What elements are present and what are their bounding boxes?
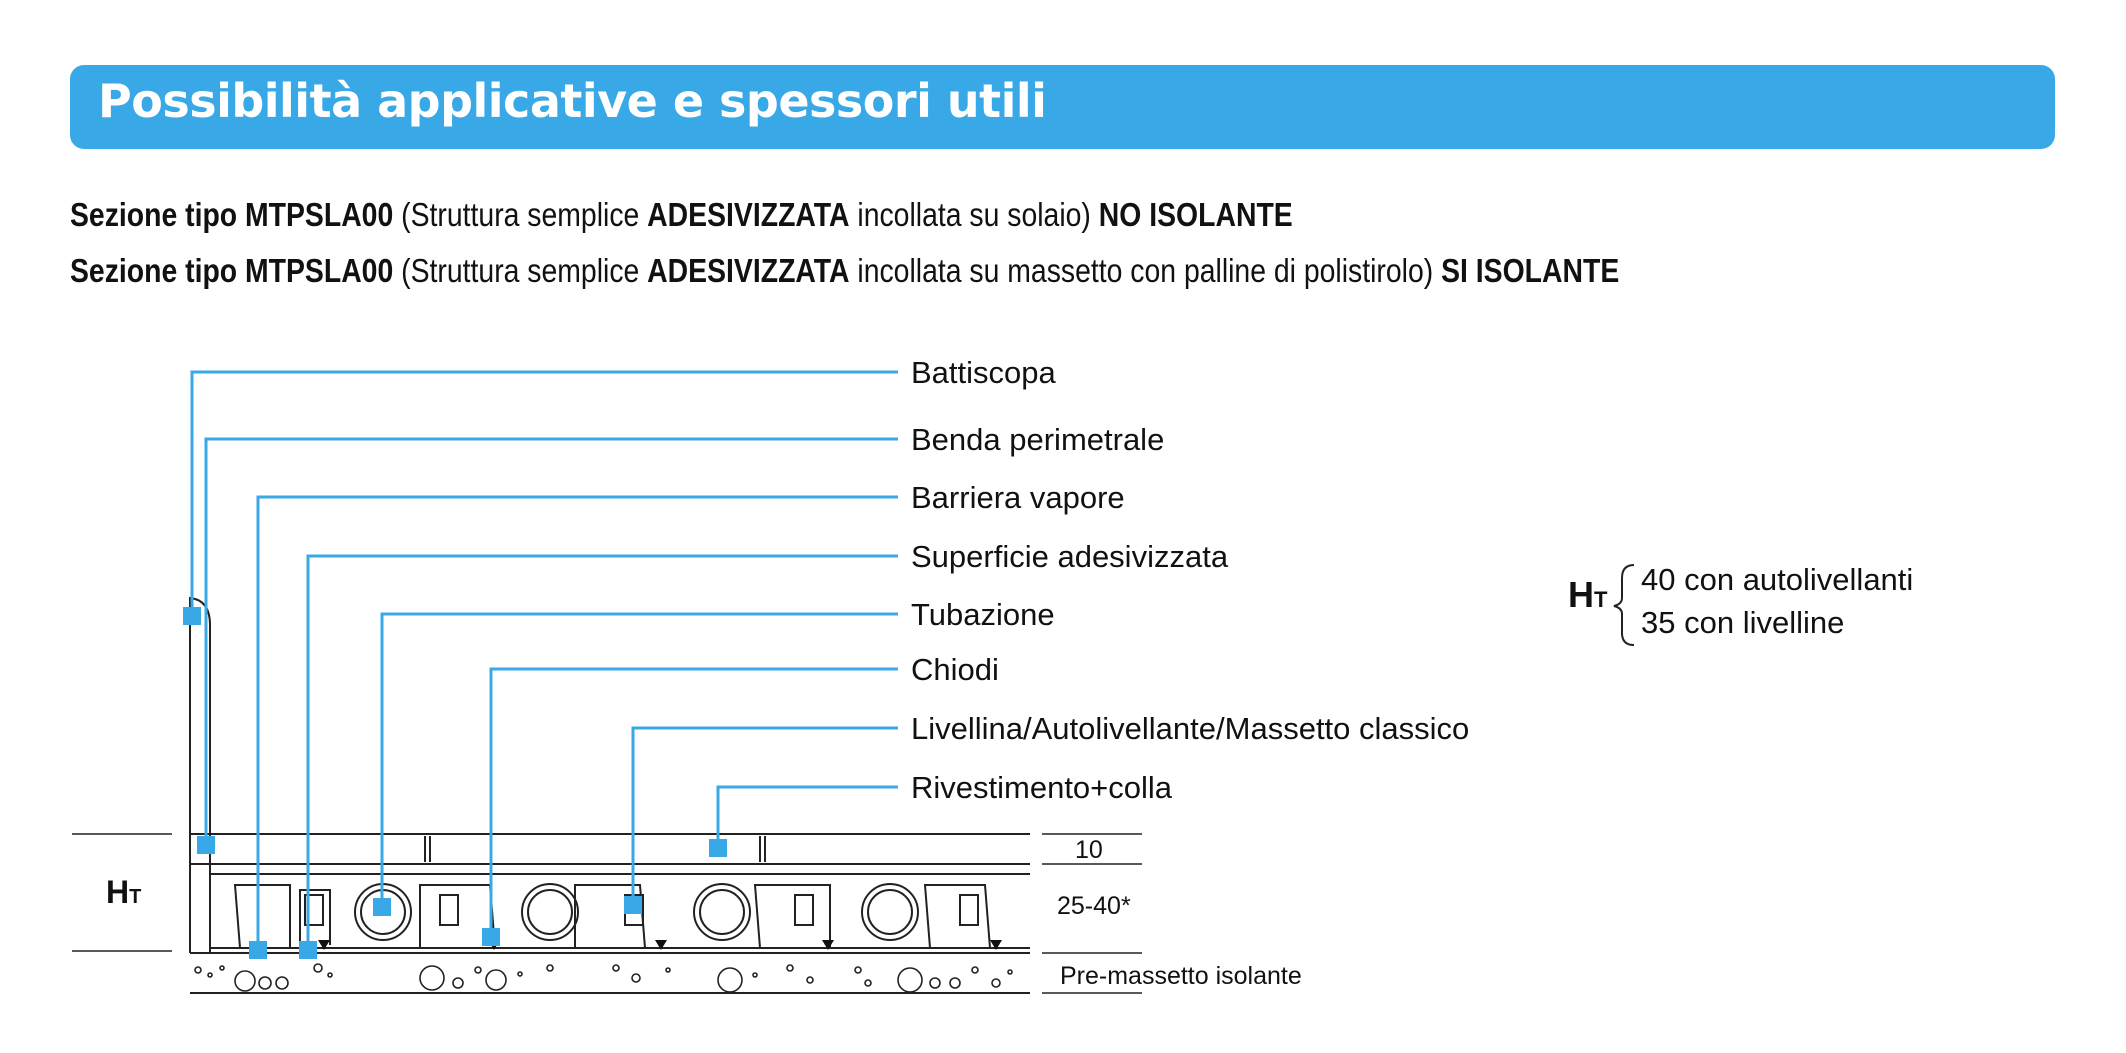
callout-markers bbox=[183, 607, 727, 959]
section-text: (Struttura semplice bbox=[393, 252, 648, 289]
section-prefix: Sezione tipo MTPSLA00 bbox=[70, 196, 394, 233]
callout-label: Barriera vapore bbox=[911, 480, 1125, 515]
section-text: incollata su massetto con palline di polistirolo) bbox=[849, 252, 1442, 289]
leader-rivestimento bbox=[718, 787, 898, 848]
marker-rivestimento bbox=[709, 839, 727, 857]
page-title: Possibilità applicative e spessori utili bbox=[98, 74, 1047, 128]
leader-battiscopa bbox=[192, 372, 898, 617]
marker-livellina bbox=[624, 896, 642, 914]
total-height-letter: H bbox=[106, 874, 130, 910]
ht-legend-subscript: T bbox=[1594, 587, 1608, 612]
callout-label: Tubazione bbox=[911, 597, 1055, 632]
ht-legend-brace bbox=[1614, 565, 1634, 645]
marker-benda bbox=[197, 836, 215, 854]
callout-label: Livellina/Autolivellante/Massetto classico bbox=[911, 711, 1470, 746]
section-suffix: NO ISOLANTE bbox=[1098, 196, 1293, 233]
marker-tubazione bbox=[373, 898, 391, 916]
leader-livellina bbox=[633, 728, 898, 905]
panel-profile bbox=[235, 884, 990, 948]
callout-label: Rivestimento+colla bbox=[911, 770, 1173, 805]
leader-barriera bbox=[258, 497, 898, 950]
marker-superficie bbox=[299, 941, 317, 959]
leader-benda bbox=[206, 439, 898, 845]
marker-battiscopa bbox=[183, 607, 201, 625]
marker-chiodi bbox=[482, 928, 500, 946]
section-bold: ADESIVIZZATA bbox=[647, 252, 850, 289]
callout-labels bbox=[911, 355, 1469, 805]
dimension-top-layer: 10 bbox=[1075, 836, 1103, 864]
section-text: (Struttura semplice bbox=[393, 196, 648, 233]
ht-legend-letter: H bbox=[1568, 574, 1594, 615]
callout-label: Chiodi bbox=[911, 652, 999, 687]
dimension-base-layer: Pre-massetto isolante bbox=[1060, 962, 1302, 990]
leader-chiodi bbox=[491, 669, 898, 937]
total-height-subscript: T bbox=[129, 886, 142, 908]
ht-legend-option: 35 con livelline bbox=[1641, 605, 1845, 640]
ht-legend-option: 40 con autolivellanti bbox=[1641, 562, 1914, 597]
callout-label: Benda perimetrale bbox=[911, 422, 1165, 457]
dimension-panel-layer: 25-40* bbox=[1057, 892, 1131, 920]
floor-structure bbox=[190, 598, 1030, 993]
callout-label: Battiscopa bbox=[911, 355, 1056, 390]
insulating-beads bbox=[195, 964, 1012, 992]
section-suffix: SI ISOLANTE bbox=[1441, 252, 1620, 289]
section-text: incollata su solaio) bbox=[849, 196, 1099, 233]
total-height-symbol bbox=[106, 874, 141, 910]
ht-legend-symbol bbox=[1568, 574, 1608, 615]
callout-label: Superficie adesivizzata bbox=[911, 539, 1229, 574]
marker-barriera bbox=[249, 941, 267, 959]
section-prefix: Sezione tipo MTPSLA00 bbox=[70, 252, 394, 289]
section-bold: ADESIVIZZATA bbox=[647, 196, 850, 233]
dimension-lines bbox=[72, 834, 1142, 993]
